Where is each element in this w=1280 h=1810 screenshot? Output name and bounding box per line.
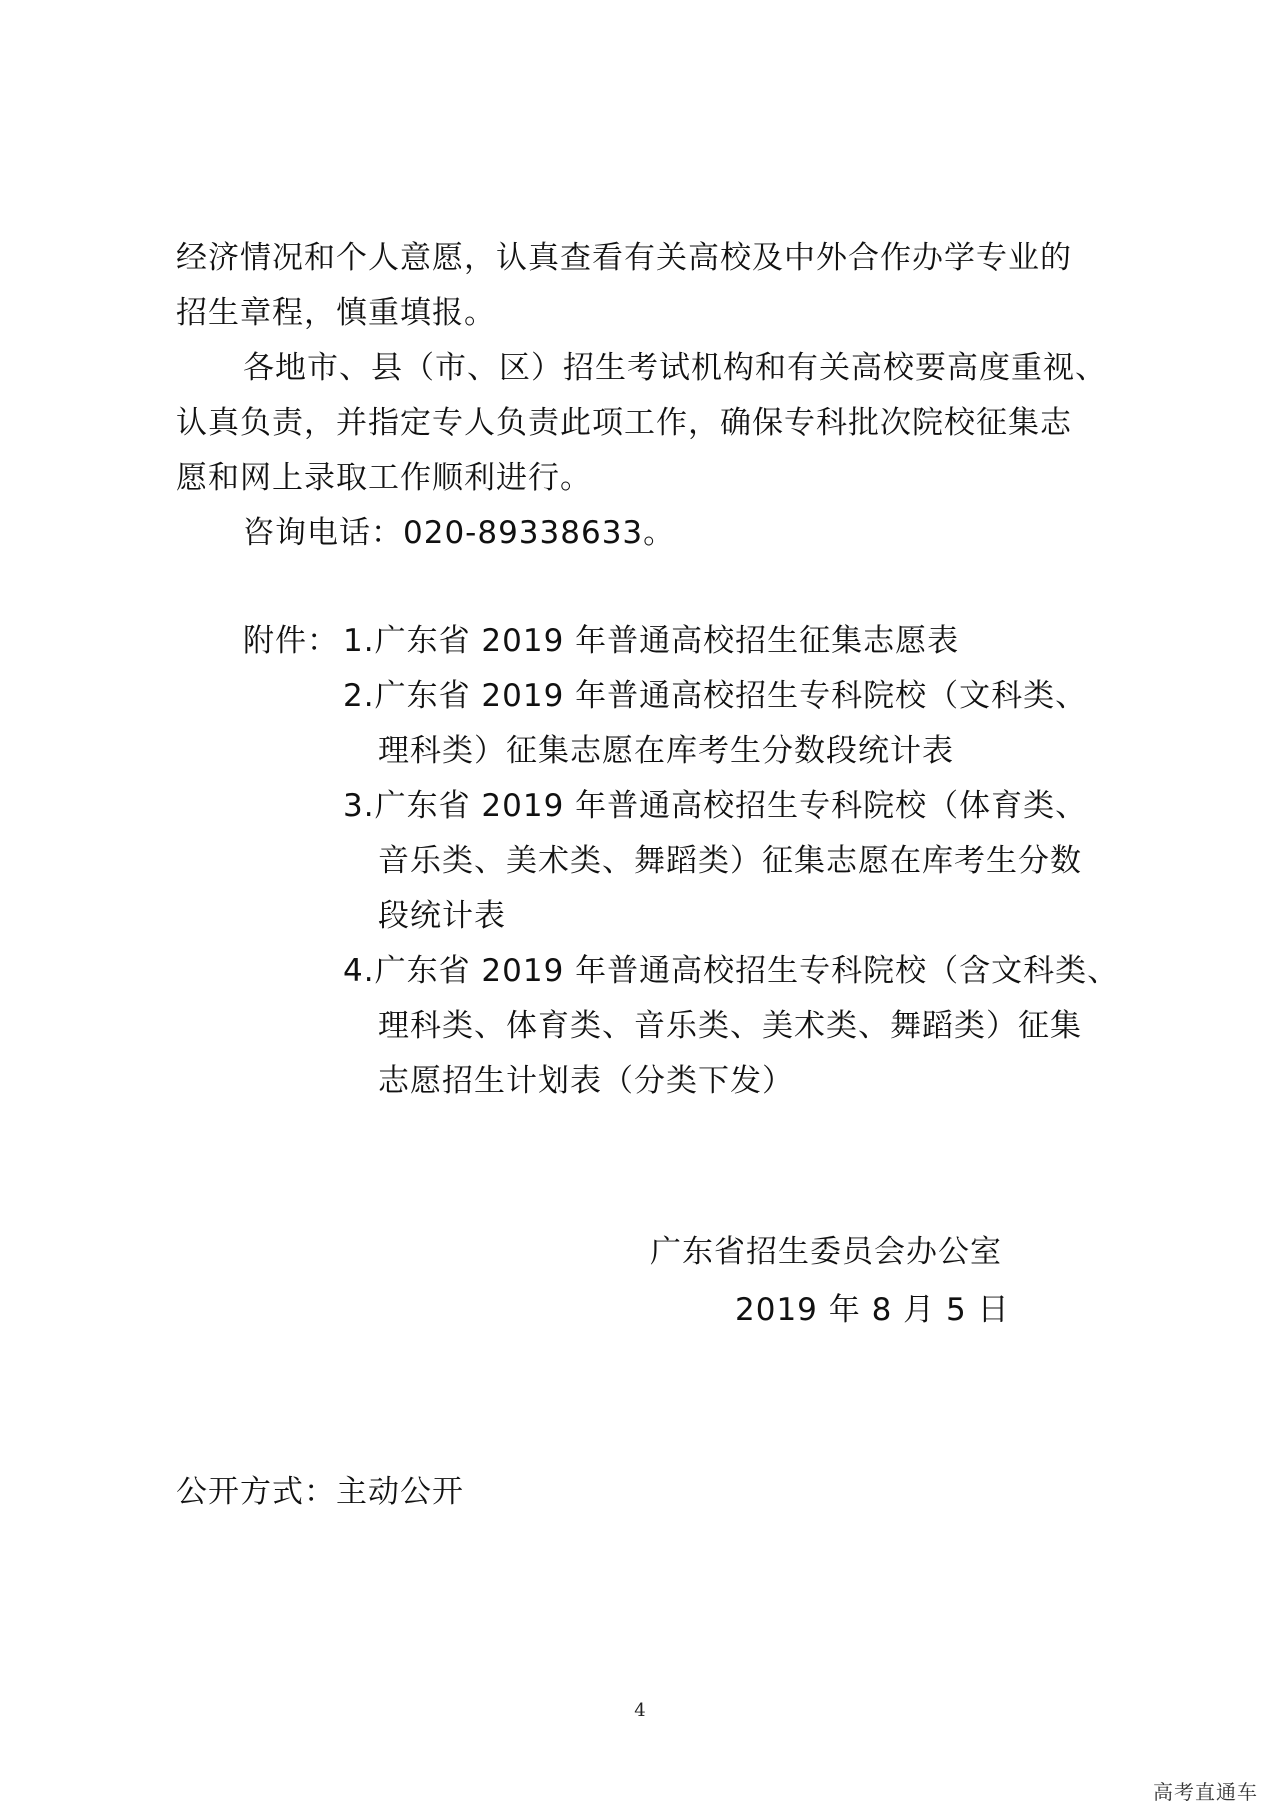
signature-date: 2019 年 8 月 5 日 (735, 1292, 1010, 1328)
para2-line3: 愿和网上录取工作顺利进行。 (176, 460, 592, 496)
attachment-item-4-line2: 理科类、体育类、音乐类、美术类、舞蹈类）征集 (378, 1008, 1082, 1044)
attachment-item-3-line3: 段统计表 (378, 898, 506, 934)
signature-org: 广东省招生委员会办公室 (650, 1234, 1002, 1270)
para2-line1: 各地市、县（市、区）招生考试机构和有关高校要高度重视、 (243, 350, 1107, 386)
para1-line1: 经济情况和个人意愿，认真查看有关高校及中外合作办学专业的 (176, 240, 1072, 276)
attachment-item-4-line1: 4.广东省 2019 年普通高校招生专科院校（含文科类、 (343, 953, 1120, 989)
attachment-item-3-line1: 3.广东省 2019 年普通高校招生专科院校（体育类、 (343, 788, 1088, 824)
attachment-item-3-line2: 音乐类、美术类、舞蹈类）征集志愿在库考生分数 (378, 843, 1082, 879)
page-number: 4 (634, 1700, 646, 1721)
consult-phone: 咨询电话：020-89338633。 (243, 515, 676, 551)
attachment-item-4-line3: 志愿招生计划表（分类下发） (378, 1063, 794, 1099)
attachment-item-1-line1: 1.广东省 2019 年普通高校招生征集志愿表 (343, 623, 960, 659)
disclosure-method: 公开方式：主动公开 (176, 1474, 464, 1510)
watermark-text: 高考直通车 (1153, 1780, 1258, 1804)
para2-line2: 认真负责，并指定专人负责此项工作，确保专科批次院校征集志 (176, 405, 1072, 441)
attachment-item-2-line1: 2.广东省 2019 年普通高校招生专科院校（文科类、 (343, 678, 1088, 714)
para1-line2: 招生章程，慎重填报。 (176, 295, 496, 331)
attachments-label: 附件： (243, 623, 339, 659)
attachment-item-2-line2: 理科类）征集志愿在库考生分数段统计表 (378, 733, 954, 769)
